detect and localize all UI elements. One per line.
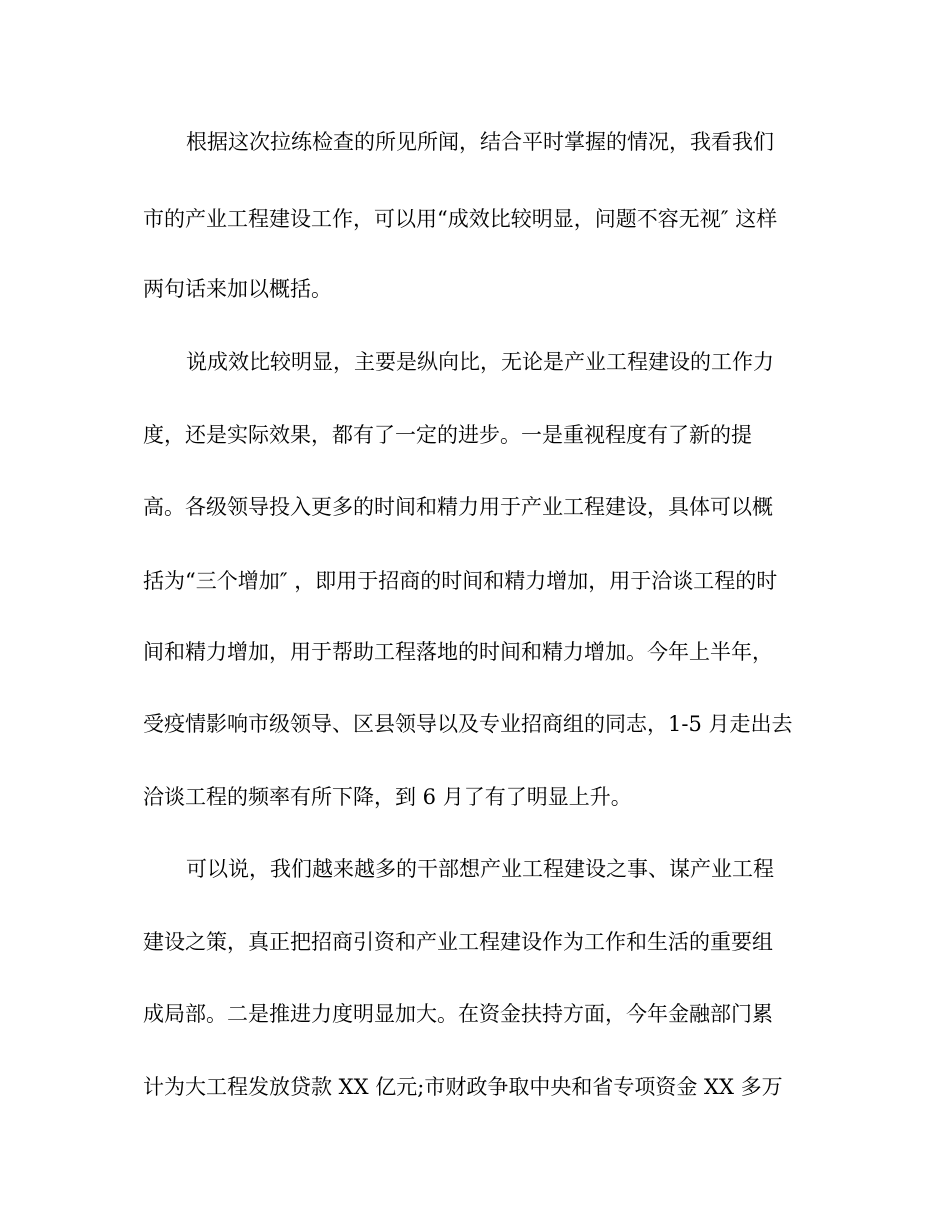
paragraph-2-line-4: 括为“三个增加″ ，即用于招商的时间和精力增加，用于洽谈工程的时 xyxy=(143,569,778,593)
paragraph-3-line-1: 可以说，我们越来越多的干部想产业工程建设之事、谋产业工程 xyxy=(186,857,774,881)
paragraph-1-line-1: 根据这次拉练检查的所见所闻，结合平时掌握的情况，我看我们 xyxy=(186,130,774,154)
paragraph-3-line-3: 成局部。二是推进力度明显加大。在资金扶持方面，今年金融部门累 xyxy=(143,1002,773,1026)
paragraph-1-line-3: 两句话来加以概括。 xyxy=(143,277,332,301)
paragraph-2-line-5: 间和精力增加，用于帮助工程落地的时间和精力增加。今年上半年， xyxy=(143,640,773,664)
paragraph-2-line-2: 度，还是实际效果，都有了一定的进步。一是重视程度有了新的提 xyxy=(143,423,752,447)
paragraph-3-line-2: 建设之策，真正把招商引资和产业工程建设作为工作和生活的重要组 xyxy=(143,930,773,954)
paragraph-2-line-3: 高。各级领导投入更多的时间和精力用于产业工程建设，具体可以概 xyxy=(143,495,773,519)
paragraph-2-line-7: 洽谈工程的频率有所下降，到 6 月了有了明显上升。 xyxy=(143,785,632,809)
paragraph-2-line-6: 受疫情影响市级领导、区县领导以及专业招商组的同志，1-5 月走出去 xyxy=(143,712,793,736)
paragraph-3-line-4: 计为大工程发放贷款 XX 亿元;市财政争取中央和省专项资金 XX 多万 xyxy=(143,1075,783,1099)
paragraph-2-line-1: 说成效比较明显，主要是纵向比，无论是产业工程建设的工作力 xyxy=(186,350,774,374)
paragraph-1-line-2: 市的产业工程建设工作，可以用“成效比较明显，问题不容无视″ 这样 xyxy=(143,207,778,231)
